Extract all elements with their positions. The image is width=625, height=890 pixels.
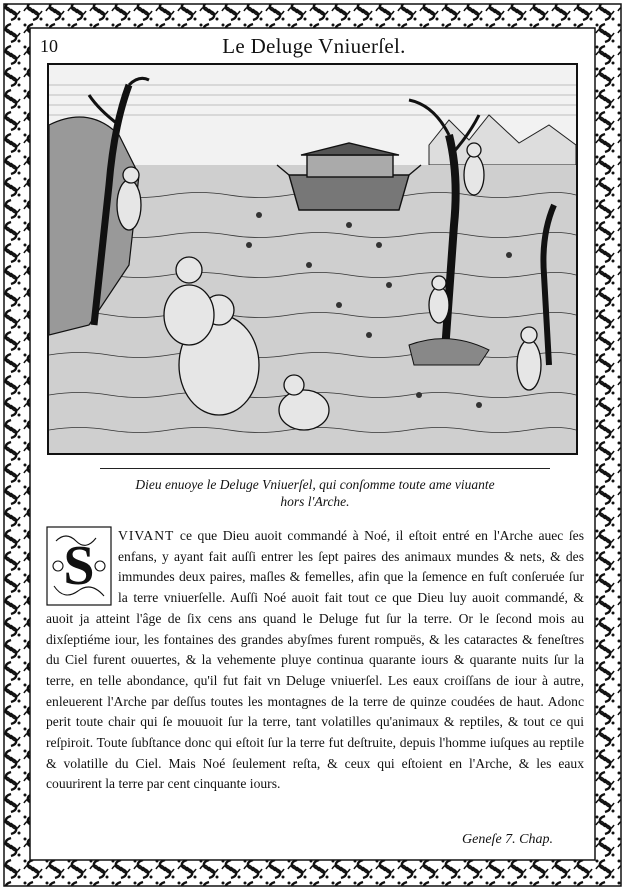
woodcut-illustration-icon — [49, 65, 576, 453]
body-paragraph — [46, 526, 584, 795]
illustration-caption — [70, 476, 560, 510]
page-header — [34, 32, 594, 60]
caption-rule — [100, 468, 550, 469]
lead-word: VIVANT — [118, 528, 175, 543]
initial-letter: S — [63, 535, 95, 597]
page-title: Le Deluge Vniuerſel. — [222, 34, 406, 58]
bible-reference: Geneſe 7. Chap. — [462, 832, 553, 847]
caption-line-2: hors l'Arche. — [280, 494, 350, 509]
woodcut-illustration — [47, 63, 578, 455]
decorated-initial-letter — [46, 526, 112, 606]
page-number: 10 — [40, 36, 58, 56]
caption-line-1: Dieu enuoye le Deluge Vniuerſel, qui conſomme toute ame viuante — [135, 477, 495, 492]
body-text: ce que Dieu auoit commandé à Noé, il eſtoit entré en l'Arche auec ſes enfans, y ayant fait auſſi entrer les ſept paires des animaux mundes & nets, & des immundes deux paires, maſles & femelles, afin que la ſemence en fuſt conſeruée ſur la terre vniuerſelle. Auſſi Noé auoit fait tout ce que Dieu luy auoit commandé, & auoit ja atteint l'âge de ſix cens ans quand le Deluge fut ſur la terre. Or le ſecond mois au dixſeptiéme iour, les fontaines des grandes abyſmes furent rompuës, & les cataractes & feneſtres du Ciel furent ouuertes, & la vehemente pluye continua quarante iours & quarante nuits ſur la terre, en telle abondance, qu'il fut fait vn Deluge vniuerſel. Les eaux croiſſans de iour à autre, enleuerent l'Arche par deſſus toutes les montagnes de la terre de quinze coudées de haut. Adonc perit toute chair qui ſe mouuoit ſur la terre, tant volatilles qu'animaux & reptiles, & tout ce qui reſpiroit. Toute ſubſtance donc qui eſtoit ſur la terre fut deſtruite, depuis l'homme iuſques au reptile & volatille du Ciel. Mais Noé ſeulement reſta, & ceux qui eſtoient en l'Arche, & les eaux couurirent la terre par cent cinquante iours. — [46, 528, 584, 792]
